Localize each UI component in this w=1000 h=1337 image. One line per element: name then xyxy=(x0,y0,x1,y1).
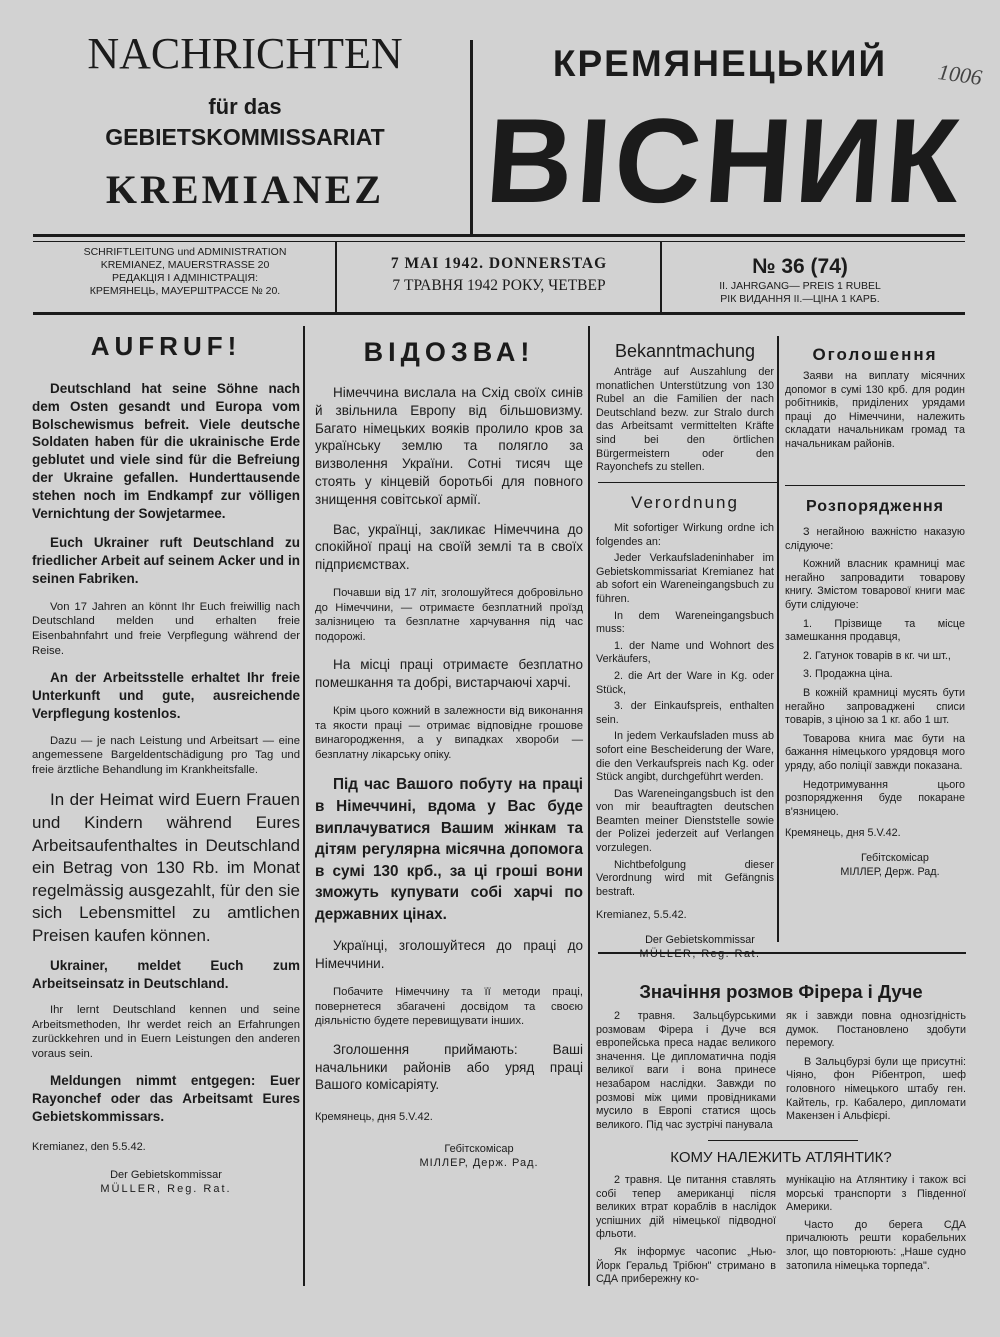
rozporyadzhennya-heading: Розпорядження xyxy=(806,498,944,515)
column-divider-2 xyxy=(588,326,590,1286)
infobar-bottom-rule xyxy=(33,312,965,315)
ukr-title-1: КРЕМЯНЕЦЬКИЙ xyxy=(552,43,888,84)
masthead-divider xyxy=(470,40,473,235)
infobar-top-rule xyxy=(33,234,965,237)
znachinnya-article: Значіння розмов Фірера і Дуче 2 травня. Зальцбурськими розмовам Фірера і Дуче вся европейська преса надає великого значення. Це дипломатична подія великої ваги і вона принесе незабаром наслідки. Завжди по розмові між цими провідниками мусило в Европі статися щось великого. Під час зустрічі панувала як і завжди повна однозгідність думок. Постановлено здобути перемогу. В Зальцбурзі були ще присутні: Чіяно, фон Рібентроп, шеф головного німецького штабу ген. Кайтель, гр. Кабалеро, дипломати Макензен і Альфієрі. xyxy=(596,981,966,1131)
vidozva-heading: ВІДОЗВА! xyxy=(363,337,535,367)
atlantyk-article: КОМУ НАЛЕЖИТЬ АТЛЯНТИК? 2 травня. Це питання ставлять собі тепер американці після великих втрат кораблів в наслідок успішних дій німецької підводної фльоти. Як інформує часопис „Нью-Йорк Геральд Трібюн" стримано в СДА прибережну ко- мунікацію на Атлянтику і також всі морські транспорти з Південної Америки. Часто до берега СДА причалюють решти корабельних злог, що повторюють: „Наше судно затопила німецька торпеда". xyxy=(596,1149,966,1286)
column-divider-3 xyxy=(777,336,779,942)
german-subtitle-2: GEBIETSKOMMISSARIAT xyxy=(105,124,385,150)
handwritten-mark: 1006 xyxy=(936,59,984,90)
rozporyadzhennya-notice: Розпорядження З негайною важністю наказую слідуюче: Кожний власник крамниці має негайно запровадити товарову книгу. Змістом товарової книги має бути слідуюче: 1. Прізвище та місце замешкання продавця, 2. Гатунок товарів в кг. чи шт., 3. Продажна ціна. В кожній крамниці мусять бути негайно запроваджені списи товарів, з ціною за 1 кг. або 1 шт. Товарова книга має бути на бажання німецького урядовця мого уряду, або поліції завжди показана. Недотримування цього розпорядження буде покаране в'язницею. Кремянець, дня 5.V.42. Гебітскомісар МІЛЛЕР, Держ. Рад. xyxy=(785,498,965,878)
ogoloshennya-notice: Оголошення Заяви на виплату місячних допомог в сумі 130 крб. для родин робітників, приділених урядами праці до Німеччини, належить складати начальникам громад та начальникам районів. xyxy=(785,345,965,450)
german-subtitle-1: für das xyxy=(208,94,282,119)
ogoloshennya-heading: Оголошення xyxy=(812,345,938,364)
verordnung-notice: Verordnung Mit sofortiger Wirkung ordne ich folgendes an: Jeder Verkaufsladeninhaber im Gebietskommissariat Kremianez hat ab sofort ein Wareneingangsbuch zu führen. In dem Wareneingangsbuch muss: 1. der Name und Wohnort des Verkäufers, 2. die Art der Ware in Kg. oder Stück, 3. der Einkaufspreis, enthalten sein. In jedem Verkaufsladen muss ab sofort eine Bescheiderung der Ware, die den Verkaufspreis nach Kg. oder Stück angibt, durchgeführt werden. Das Wareneingangsbuch ist den von mir beauftragten deutschen Beamten meiner Dienststelle sowie der Polizei jederzeit auf Verlangen vorzulegen. Nichtbefolgung dieser Verordnung wird mit Gefängnis bestraft. Kremianez, 5.5.42. Der Gebietskommissar MÜLLER, Reg. Rat. xyxy=(596,493,774,961)
atlantyk-heading: КОМУ НАЛЕЖИТЬ АТЛЯНТИК? xyxy=(670,1149,892,1166)
german-place: KREMIANEZ xyxy=(105,167,385,212)
vidozva-article: ВІДОЗВА! Німеччина вислала на Схід своїх синів й звільнила Европу від більшовизму. Багато німецьких вояків пролило кров за українську землю та поляглo за визволення України. Сотні тисяч ще стоять у кінцевій боротьбі для повного знищення совітської армії. Вас, українці, закликає Німеччина до спокійної праці на своїй землі та в своїх підприємствах. Почавши від 17 літ, зголошуйтеся добровільно до Німеччини, — отримаєте безплатний проїзд залізницею та безплатне харчування під час подорожі. На місці праці отримаєте безплатно помешкання та добрі, вистарчаючі харчі. Крім цього кожний в залежности від виконання та якости праці — отримає відповідне грошове винагородження, а у випадках хвороби — безплатну лікарську опіку. Під час Вашого побуту на праці в Німеччині, вдома у Вас буде виплачуватися Вашим жінкам та дітям регулярна місячна допомога в сумі 130 крб., за ці гроші вони зможуть купувати собі харчі по державних цінах. Українці, зголошуйтеся до праці до Німеччини. Побачите Німеччину та її методи праці, повернетеся збагачені досвідом та своєю діяльністю будете перевищувати інших. Зголошення приймають: Ваші начальники районів або уряд праці Вашого комісаріяту. Кремянець, дня 5.V.42. Гебітскомісар МІЛЛЕР, Держ. Рад. xyxy=(315,337,583,1170)
bekanntmachung-heading: Bekanntmachung xyxy=(614,341,756,361)
admin-info: SCHRIFTLEITUNG und ADMINISTRATION KREMIANEZ, MAUERSTRASSE 20 РЕДАКЦІЯ І АДМІНІСТРАЦІЯ: КРЕМЯНЕЦЬ, МАУЕРШТРАССЕ № 20. xyxy=(83,246,287,297)
aufruf-heading: AUFRUF! xyxy=(90,331,242,361)
znachinnya-heading: Значіння розмов Фірера і Дуче xyxy=(639,981,923,1002)
ukr-title-2: ВІСНИК xyxy=(481,94,969,228)
verordnung-heading: Verordnung xyxy=(631,493,739,512)
german-title: NACHRICHTEN xyxy=(87,29,403,78)
issue-date: 7 MAI 1942. DONNERSTAG 7 ТРАВНЯ 1942 РОКУ, ЧЕТВЕР xyxy=(390,255,608,294)
aufruf-article: AUFRUF! Deutschland hat seine Söhne nach dem Osten gesandt und Europa vom Bolschewismus befreit. Viele deutsche Soldaten haben für die ukrainische Erde geblutet und viele sind für die Befreiung der Ukraine gefallen. Hunderttausende stehen noch im Endkampf zur völligen Vernichtung der Sowjetarmee. Euch Ukrainer ruft Deutschland zu friedlicher Arbeit auf seinem Acker und in seinen Fabriken. Von 17 Jahren an könnt Ihr Euch freiwillig nach Deutschland melden und erhalten freie Eisenbahnfahrt und freie Verpflegung während der Reise. An der Arbeitsstelle erhaltet Ihr freie Unterkunft und gute, ausreichende Verpflegung kostenlos. Dazu — je nach Leistung und Arbeitsart — eine angemessene Bargeldentschädigung pro Tag und freie ärztliche Behandlung im Krankheitsfalle. In der Heimat wird Euern Frauen und Kindern während Eures Arbeitsaufenthaltes in Deutschland ein Betrag von 130 Rb. im Monat regelmässig ausgezahlt, für den sie sich Lebensmittel zu amtlichen Preisen kaufen können. Ukrainer, meldet Euch zum Arbeitseinsatz in Deutschland. Ihr lernt Deutschland kennen und seine Arbeitsmethoden, Ihr werdet reich an Erfahrungen zurückkehren und in Euern Leistungen den anderen voraus sein. Meldungen nimmt entgegen: Euer Rayonchef oder das Arbeitsamt Eures Gebietskommissars. Kremianez, den 5.5.42. Der Gebietskommissar MÜLLER, Reg. Rat. xyxy=(32,331,300,1195)
bekanntmachung-notice: Bekanntmachung Anträge auf Auszahlung der monatlichen Unterstützung von 130 Rubel an die Familien der nach Deutschland bezw. zur Stralo durch das Arbeitsamt vermittelten Kräfte sind bei den örtlichen Bürgermeistern oder den Rayonchefs zu stellen. xyxy=(596,341,774,474)
column-divider-1 xyxy=(303,326,305,1286)
issue-info: № 36 (74) II. JAHRGANG— PREIS 1 RUBEL РІК ВИДАННЯ ІІ.—ЦІНА 1 КАРБ. xyxy=(719,255,881,305)
